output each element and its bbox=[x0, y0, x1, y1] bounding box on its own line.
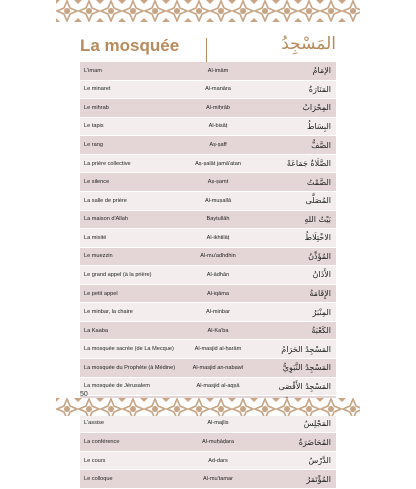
arabic-term: البِسَاطُ bbox=[258, 117, 336, 136]
transliteration: Al-Ka'ba bbox=[178, 321, 258, 340]
french-term: Le minaret bbox=[80, 80, 178, 99]
vocabulary-row bbox=[80, 266, 336, 285]
vocabulary-row bbox=[80, 62, 336, 80]
vocabulary-row bbox=[80, 117, 336, 136]
french-term: Le muezzin bbox=[80, 247, 178, 266]
arabic-term: المَسْجِدُ النَّبَوِيُّ bbox=[258, 359, 336, 378]
arabic-term: المُؤْتَمَرُ bbox=[258, 470, 336, 489]
decorative-pattern-bottom bbox=[56, 398, 360, 416]
vocabulary-row bbox=[80, 229, 336, 248]
transliteration: Al-manāra bbox=[178, 80, 258, 99]
transliteration: Al-iqāma bbox=[178, 284, 258, 303]
arabic-term: الأَذَانُ bbox=[258, 266, 336, 285]
french-term: La conférence bbox=[80, 433, 178, 452]
arabic-term: المُؤَذِّنُ bbox=[258, 247, 336, 266]
page-number: 50 bbox=[80, 391, 88, 398]
arabic-term: المَنَارَةُ bbox=[258, 80, 336, 99]
french-term: La mosquée de Jérusalem bbox=[80, 377, 178, 396]
transliteration: Al-masjid an-nabawī bbox=[178, 359, 258, 378]
arabic-term: الصَّمْتُ bbox=[258, 173, 336, 192]
vocabulary-row bbox=[80, 173, 336, 192]
french-term: Le rang bbox=[80, 136, 178, 155]
transliteration: Al-muṣallā bbox=[178, 191, 258, 210]
transliteration: Al-miḥrāb bbox=[178, 99, 258, 118]
transliteration: Al-ikhtilāṭ bbox=[178, 229, 258, 248]
transliteration: Al-majlis bbox=[178, 414, 258, 433]
french-term: Le minbar, la chaire bbox=[80, 303, 178, 322]
transliteration: Al-masjid al-ḥarām bbox=[178, 340, 258, 359]
vocabulary-row bbox=[80, 359, 336, 378]
french-term: La mosquée sacrée (de La Mecque) bbox=[80, 340, 178, 359]
page-title-french: La mosquée bbox=[80, 36, 180, 55]
vocabulary-row bbox=[80, 154, 336, 173]
arabic-term: المُحَاضَرَةُ bbox=[258, 433, 336, 452]
arabic-term: الصَّفُّ bbox=[258, 136, 336, 155]
vocabulary-row bbox=[80, 377, 336, 396]
transliteration: Aṣ-ṣamt bbox=[178, 173, 258, 192]
transliteration: Aṣ-ṣalāt jamā'atan bbox=[178, 154, 258, 173]
vocabulary-row bbox=[80, 303, 336, 322]
vocabulary-row bbox=[80, 433, 336, 452]
french-term: Le petit appel bbox=[80, 284, 178, 303]
vocabulary-table bbox=[80, 62, 336, 489]
transliteration: Al-bisāṭ bbox=[178, 117, 258, 136]
arabic-term: الاخْتِلَاطُ bbox=[258, 229, 336, 248]
arabic-term: المِحْرَابُ bbox=[258, 99, 336, 118]
arabic-term: المَسْجِدُ الحَرَامُ bbox=[258, 340, 336, 359]
vocabulary-row bbox=[80, 340, 336, 359]
vocabulary-row bbox=[80, 321, 336, 340]
page-title-arabic: المَسْجِدُ bbox=[281, 34, 336, 54]
french-term: L'assise bbox=[80, 414, 178, 433]
french-term: La Kaaba bbox=[80, 321, 178, 340]
vocabulary-row bbox=[80, 470, 336, 489]
french-term: La maison d'Allah bbox=[80, 210, 178, 229]
arabic-term: الإِقَامَةُ bbox=[258, 284, 336, 303]
transliteration: Al-mu'tamar bbox=[178, 470, 258, 489]
arabic-term: بَيْتُ اللهِ bbox=[258, 210, 336, 229]
french-term: La mosquée du Prophète (à Médine) bbox=[80, 359, 178, 378]
vocabulary-row bbox=[80, 80, 336, 99]
arabic-term: الإمَامُ bbox=[258, 62, 336, 80]
french-term: Le cours bbox=[80, 451, 178, 470]
vocabulary-row bbox=[80, 451, 336, 470]
vocabulary-row bbox=[80, 191, 336, 210]
arabic-term: المَسْجِدُ الأَقْصَى bbox=[258, 377, 336, 396]
transliteration: Aṣ-ṣaff bbox=[178, 136, 258, 155]
french-term: L'imam bbox=[80, 62, 178, 80]
decorative-pattern-top bbox=[56, 0, 360, 22]
french-term: Le mihrab bbox=[80, 99, 178, 118]
french-term: La mixité bbox=[80, 229, 178, 248]
arabic-term: الصَّلَاةُ جَمَاعَةً bbox=[258, 154, 336, 173]
french-term: Le colloque bbox=[80, 470, 178, 489]
arabic-term: الدَّرْسُ bbox=[258, 451, 336, 470]
title-divider bbox=[206, 38, 207, 62]
transliteration: Al-ādhān bbox=[178, 266, 258, 285]
vocabulary-row bbox=[80, 284, 336, 303]
transliteration: Al-mu'adhdhin bbox=[178, 247, 258, 266]
arabic-term: المَجْلِسُ bbox=[258, 414, 336, 433]
french-term: Le tapis bbox=[80, 117, 178, 136]
arabic-term: الكَعْبَةُ bbox=[258, 321, 336, 340]
vocabulary-row bbox=[80, 136, 336, 155]
vocabulary-row bbox=[80, 414, 336, 433]
vocabulary-row bbox=[80, 210, 336, 229]
french-term: La salle de prière bbox=[80, 191, 178, 210]
transliteration: Al-imām bbox=[178, 62, 258, 80]
vocabulary-row bbox=[80, 99, 336, 118]
arabic-term: المِنْبَرُ bbox=[258, 303, 336, 322]
transliteration: Ad-dars bbox=[178, 451, 258, 470]
transliteration: Baytullāh bbox=[178, 210, 258, 229]
french-term: La prière collective bbox=[80, 154, 178, 173]
french-term: Le silence bbox=[80, 173, 178, 192]
transliteration: Al-masjid al-aqṣā bbox=[178, 377, 258, 396]
transliteration: Al-minbar bbox=[178, 303, 258, 322]
vocabulary-row bbox=[80, 247, 336, 266]
transliteration: Al-muḥāḍara bbox=[178, 433, 258, 452]
french-term: Le grand appel (à la prière) bbox=[80, 266, 178, 285]
arabic-term: المُصَلَّى bbox=[258, 191, 336, 210]
